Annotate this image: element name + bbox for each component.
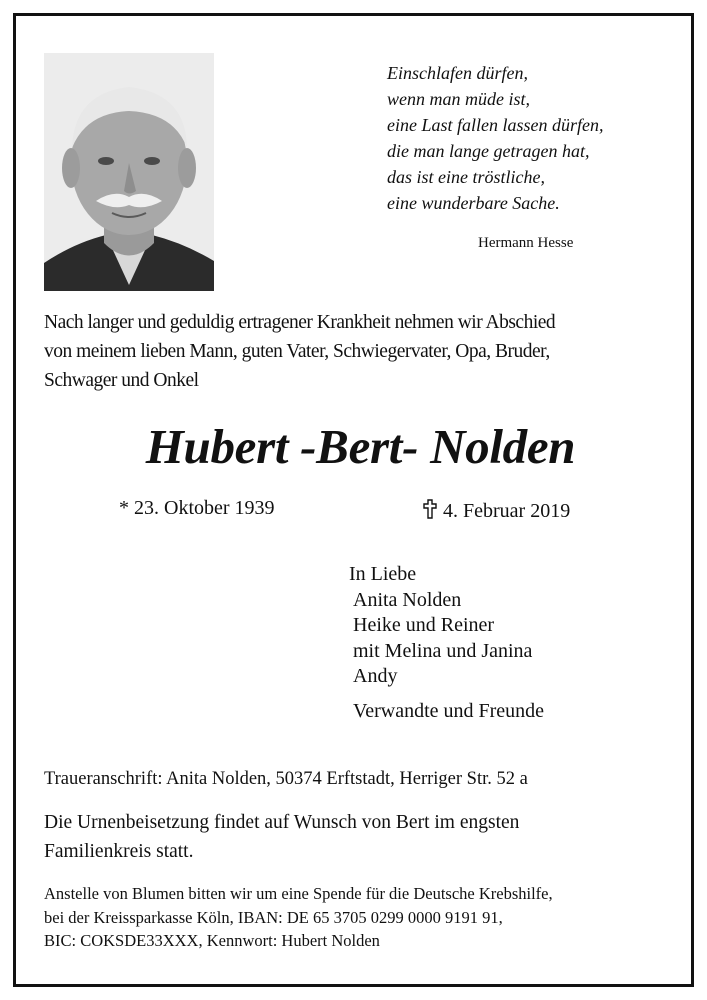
birth-date: * 23. Oktober 1939 [119, 497, 275, 519]
mourner-name: Heike und Reiner [353, 614, 495, 636]
death-date-container [423, 497, 570, 523]
poem-line: Einschlafen dürfen, [387, 63, 528, 83]
poem-line: eine Last fallen lassen dürfen, [387, 115, 604, 135]
poem-line: eine wunderbare Sache. [387, 193, 560, 213]
poem-line: wenn man müde ist, [387, 89, 530, 109]
mourners-heading: In Liebe [349, 563, 417, 585]
mourning-address: Traueranschrift: Anita Nolden, 50374 Erftstadt, Herriger Str. 52 a [44, 769, 528, 789]
intro-line: Nach langer und geduldig ertragener Krankheit nehmen wir Abschied [44, 312, 556, 333]
intro-line: Schwager und Onkel [44, 370, 199, 391]
deceased-name-container [0, 418, 707, 475]
mourner-name: mit Melina und Janina [353, 639, 533, 662]
poem-line: das ist eine tröstliche, [387, 167, 545, 187]
death-date: 4. Februar 2019 [443, 500, 571, 522]
donation-line: Anstelle von Blumen bitten wir um eine Spende für die Deutsche Krebshilfe, [44, 884, 553, 903]
poem-line: die man lange getragen hat, [387, 141, 590, 161]
donation-notice [44, 882, 553, 953]
portrait-photo [44, 53, 214, 291]
mourners-others: Verwandte und Freunde [353, 699, 545, 722]
donation-line: BIC: COKSDE33XXX, Kennwort: Hubert Nolden [44, 931, 380, 950]
donation-line: bei der Kreissparkasse Köln, IBAN: DE 65 3705 0299 0000 9191 91, [44, 907, 503, 927]
deceased-name: Hubert -Bert- Nolden [145, 419, 576, 474]
intro-line: von meinem lieben Mann, guten Vater, Schwiegervater, Opa, Bruder, [44, 341, 550, 362]
burial-line: Familienkreis statt. [44, 841, 194, 862]
cross-icon [423, 499, 437, 519]
burial-line: Die Urnenbeisetzung findet auf Wunsch von Bert im engsten [44, 812, 520, 833]
poem [387, 60, 603, 216]
poem-author: Hermann Hesse [478, 235, 574, 251]
intro-text [44, 308, 555, 395]
mourner-name: Andy [353, 665, 398, 687]
mourners [349, 562, 544, 724]
mourner-name: Anita Nolden [353, 588, 462, 611]
burial-notice [44, 808, 519, 866]
